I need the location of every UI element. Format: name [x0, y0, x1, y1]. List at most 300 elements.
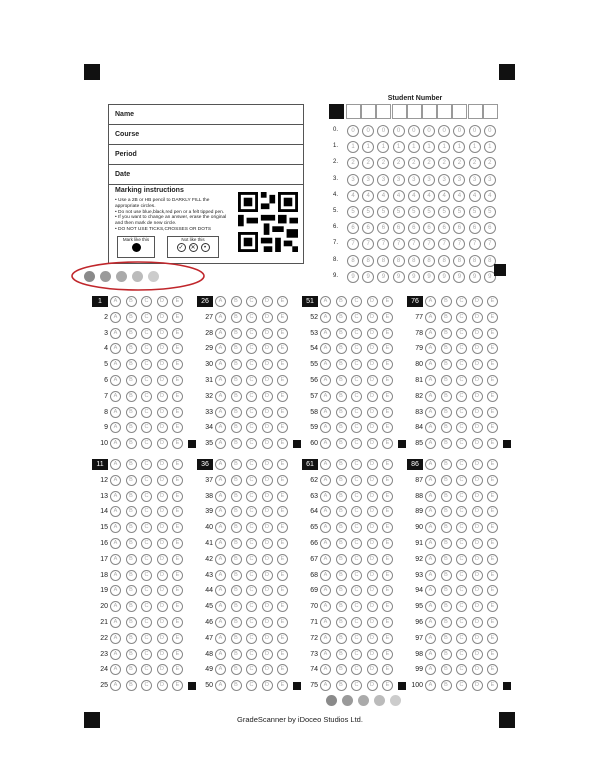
answer-bubble[interactable]: B	[441, 570, 452, 581]
answer-bubble[interactable]: C	[456, 296, 467, 307]
answer-bubble[interactable]: B	[126, 633, 137, 644]
answer-bubble[interactable]: E	[172, 506, 183, 517]
answer-bubble[interactable]: B	[126, 343, 137, 354]
answer-bubble[interactable]: B	[336, 585, 347, 596]
answer-bubble[interactable]: E	[172, 664, 183, 675]
answer-bubble[interactable]: C	[246, 633, 257, 644]
answer-bubble[interactable]: A	[215, 522, 226, 533]
answer-bubble[interactable]: A	[320, 680, 331, 691]
answer-bubble[interactable]: B	[336, 633, 347, 644]
answer-bubble[interactable]: B	[441, 506, 452, 517]
answer-bubble[interactable]: C	[246, 296, 257, 307]
answer-bubble[interactable]: A	[110, 422, 121, 433]
answer-bubble[interactable]: B	[126, 554, 137, 565]
answer-bubble[interactable]: A	[425, 407, 436, 418]
student-number-bubble[interactable]: 1	[393, 141, 405, 153]
answer-bubble[interactable]: C	[351, 506, 362, 517]
student-number-bubble[interactable]: 1	[347, 141, 359, 153]
answer-bubble[interactable]: C	[246, 328, 257, 339]
answer-bubble[interactable]: C	[351, 538, 362, 549]
answer-bubble[interactable]: E	[487, 422, 498, 433]
answer-bubble[interactable]: D	[262, 522, 273, 533]
answer-bubble[interactable]: C	[351, 491, 362, 502]
answer-bubble[interactable]: C	[456, 491, 467, 502]
answer-bubble[interactable]: A	[320, 554, 331, 565]
answer-bubble[interactable]: B	[336, 491, 347, 502]
answer-bubble[interactable]: E	[277, 506, 288, 517]
answer-bubble[interactable]: E	[487, 680, 498, 691]
answer-bubble[interactable]: B	[441, 491, 452, 502]
answer-bubble[interactable]: E	[172, 554, 183, 565]
answer-bubble[interactable]: C	[351, 664, 362, 675]
answer-bubble[interactable]: C	[456, 664, 467, 675]
answer-bubble[interactable]: E	[277, 570, 288, 581]
answer-bubble[interactable]: E	[382, 375, 393, 386]
answer-bubble[interactable]: D	[157, 617, 168, 628]
answer-bubble[interactable]: D	[262, 475, 273, 486]
answer-bubble[interactable]: D	[157, 459, 168, 470]
student-number-bubble[interactable]: 6	[453, 222, 465, 234]
student-number-bubble[interactable]: 3	[408, 174, 420, 186]
student-number-bubble[interactable]: 3	[347, 174, 359, 186]
answer-bubble[interactable]: B	[231, 359, 242, 370]
answer-bubble[interactable]: A	[425, 680, 436, 691]
student-number-digit-box[interactable]	[437, 104, 452, 119]
answer-bubble[interactable]: D	[472, 617, 483, 628]
answer-bubble[interactable]: A	[320, 422, 331, 433]
answer-bubble[interactable]: D	[157, 649, 168, 660]
answer-bubble[interactable]: E	[382, 664, 393, 675]
period-field[interactable]: Period	[109, 145, 303, 165]
answer-bubble[interactable]: E	[277, 585, 288, 596]
answer-bubble[interactable]: D	[157, 375, 168, 386]
answer-bubble[interactable]: B	[231, 459, 242, 470]
answer-bubble[interactable]: E	[487, 359, 498, 370]
answer-bubble[interactable]: D	[367, 617, 378, 628]
answer-bubble[interactable]: C	[351, 375, 362, 386]
answer-bubble[interactable]: C	[456, 407, 467, 418]
answer-bubble[interactable]: A	[425, 649, 436, 660]
student-number-bubble[interactable]: 0	[453, 125, 465, 137]
answer-bubble[interactable]: D	[472, 491, 483, 502]
answer-bubble[interactable]: B	[126, 312, 137, 323]
answer-bubble[interactable]: A	[110, 391, 121, 402]
answer-bubble[interactable]: D	[367, 459, 378, 470]
answer-bubble[interactable]: C	[246, 570, 257, 581]
student-number-bubble[interactable]: 3	[423, 174, 435, 186]
answer-bubble[interactable]: C	[141, 312, 152, 323]
answer-bubble[interactable]: C	[141, 649, 152, 660]
answer-bubble[interactable]: E	[172, 522, 183, 533]
student-number-bubble[interactable]: 9	[408, 271, 420, 283]
answer-bubble[interactable]: B	[126, 375, 137, 386]
answer-bubble[interactable]: C	[246, 438, 257, 449]
student-number-bubble[interactable]: 2	[453, 157, 465, 169]
student-number-bubble[interactable]: 4	[377, 190, 389, 202]
answer-bubble[interactable]: C	[351, 585, 362, 596]
answer-bubble[interactable]: D	[472, 680, 483, 691]
answer-bubble[interactable]: E	[487, 491, 498, 502]
answer-bubble[interactable]: B	[126, 680, 137, 691]
student-number-bubble[interactable]: 7	[469, 238, 481, 250]
answer-bubble[interactable]: D	[262, 359, 273, 370]
answer-bubble[interactable]: A	[425, 522, 436, 533]
answer-bubble[interactable]: D	[157, 359, 168, 370]
answer-bubble[interactable]: D	[472, 475, 483, 486]
student-number-bubble[interactable]: 3	[362, 174, 374, 186]
answer-bubble[interactable]: E	[382, 328, 393, 339]
student-number-bubble[interactable]: 6	[347, 222, 359, 234]
answer-bubble[interactable]: C	[246, 459, 257, 470]
answer-bubble[interactable]: D	[262, 459, 273, 470]
student-number-bubble[interactable]: 0	[438, 125, 450, 137]
student-number-bubble[interactable]: 9	[484, 271, 496, 283]
answer-bubble[interactable]: E	[277, 680, 288, 691]
answer-bubble[interactable]: D	[262, 601, 273, 612]
answer-bubble[interactable]: B	[231, 491, 242, 502]
answer-bubble[interactable]: B	[126, 438, 137, 449]
student-number-bubble[interactable]: 3	[438, 174, 450, 186]
answer-bubble[interactable]: C	[141, 664, 152, 675]
student-number-bubble[interactable]: 2	[393, 157, 405, 169]
answer-bubble[interactable]: A	[425, 312, 436, 323]
student-number-bubble[interactable]: 0	[347, 125, 359, 137]
answer-bubble[interactable]: C	[351, 601, 362, 612]
student-number-bubble[interactable]: 2	[362, 157, 374, 169]
answer-bubble[interactable]: D	[367, 475, 378, 486]
course-field[interactable]: Course	[109, 125, 303, 145]
answer-bubble[interactable]: C	[246, 312, 257, 323]
answer-bubble[interactable]: A	[110, 328, 121, 339]
answer-bubble[interactable]: B	[441, 359, 452, 370]
answer-bubble[interactable]: B	[336, 407, 347, 418]
answer-bubble[interactable]: E	[172, 475, 183, 486]
answer-bubble[interactable]: D	[472, 570, 483, 581]
answer-bubble[interactable]: A	[320, 475, 331, 486]
answer-bubble[interactable]: D	[157, 601, 168, 612]
answer-bubble[interactable]: D	[262, 312, 273, 323]
answer-bubble[interactable]: B	[441, 459, 452, 470]
answer-bubble[interactable]: E	[172, 407, 183, 418]
answer-bubble[interactable]: A	[110, 554, 121, 565]
answer-bubble[interactable]: C	[456, 312, 467, 323]
answer-bubble[interactable]: E	[487, 522, 498, 533]
student-number-bubble[interactable]: 9	[469, 271, 481, 283]
answer-bubble[interactable]: D	[472, 391, 483, 402]
answer-bubble[interactable]: D	[367, 359, 378, 370]
answer-bubble[interactable]: E	[277, 407, 288, 418]
answer-bubble[interactable]: A	[110, 601, 121, 612]
answer-bubble[interactable]: A	[320, 438, 331, 449]
answer-bubble[interactable]: C	[141, 375, 152, 386]
student-number-bubble[interactable]: 4	[362, 190, 374, 202]
answer-bubble[interactable]: E	[172, 459, 183, 470]
answer-bubble[interactable]: D	[367, 633, 378, 644]
answer-bubble[interactable]: B	[231, 438, 242, 449]
answer-bubble[interactable]: D	[262, 438, 273, 449]
student-number-bubble[interactable]: 9	[393, 271, 405, 283]
answer-bubble[interactable]: B	[126, 601, 137, 612]
answer-bubble[interactable]: B	[126, 475, 137, 486]
answer-bubble[interactable]: D	[157, 633, 168, 644]
student-number-bubble[interactable]: 2	[408, 157, 420, 169]
answer-bubble[interactable]: B	[441, 554, 452, 565]
answer-bubble[interactable]: E	[382, 359, 393, 370]
answer-bubble[interactable]: B	[231, 407, 242, 418]
answer-bubble[interactable]: B	[336, 617, 347, 628]
answer-bubble[interactable]: D	[367, 538, 378, 549]
student-number-bubble[interactable]: 6	[393, 222, 405, 234]
answer-bubble[interactable]: A	[425, 506, 436, 517]
answer-bubble[interactable]: E	[382, 633, 393, 644]
answer-bubble[interactable]: D	[157, 570, 168, 581]
answer-bubble[interactable]: A	[425, 391, 436, 402]
answer-bubble[interactable]: E	[277, 343, 288, 354]
answer-bubble[interactable]: C	[246, 506, 257, 517]
student-number-bubble[interactable]: 5	[453, 206, 465, 218]
answer-bubble[interactable]: D	[157, 585, 168, 596]
student-number-bubble[interactable]: 2	[438, 157, 450, 169]
student-number-bubble[interactable]: 5	[484, 206, 496, 218]
answer-bubble[interactable]: B	[231, 664, 242, 675]
answer-bubble[interactable]: E	[487, 538, 498, 549]
answer-bubble[interactable]: B	[336, 680, 347, 691]
student-number-bubble[interactable]: 3	[469, 174, 481, 186]
answer-bubble[interactable]: E	[172, 538, 183, 549]
answer-bubble[interactable]: A	[425, 359, 436, 370]
answer-bubble[interactable]: E	[277, 633, 288, 644]
answer-bubble[interactable]: D	[157, 491, 168, 502]
answer-bubble[interactable]: D	[157, 391, 168, 402]
answer-bubble[interactable]: A	[320, 328, 331, 339]
answer-bubble[interactable]: E	[487, 459, 498, 470]
answer-bubble[interactable]: E	[172, 570, 183, 581]
answer-bubble[interactable]: A	[425, 601, 436, 612]
answer-bubble[interactable]: A	[215, 328, 226, 339]
answer-bubble[interactable]: A	[110, 633, 121, 644]
student-number-bubble[interactable]: 8	[469, 255, 481, 267]
student-number-bubble[interactable]: 7	[408, 238, 420, 250]
answer-bubble[interactable]: E	[277, 538, 288, 549]
answer-bubble[interactable]: C	[246, 664, 257, 675]
answer-bubble[interactable]: A	[215, 601, 226, 612]
answer-bubble[interactable]: B	[126, 506, 137, 517]
answer-bubble[interactable]: B	[441, 617, 452, 628]
answer-bubble[interactable]: E	[382, 554, 393, 565]
answer-bubble[interactable]: B	[441, 438, 452, 449]
answer-bubble[interactable]: E	[487, 475, 498, 486]
answer-bubble[interactable]: D	[367, 375, 378, 386]
student-number-bubble[interactable]: 9	[347, 271, 359, 283]
answer-bubble[interactable]: C	[141, 601, 152, 612]
answer-bubble[interactable]: A	[215, 422, 226, 433]
answer-bubble[interactable]: E	[277, 312, 288, 323]
answer-bubble[interactable]: A	[320, 459, 331, 470]
answer-bubble[interactable]: A	[110, 459, 121, 470]
student-number-bubble[interactable]: 2	[377, 157, 389, 169]
answer-bubble[interactable]: C	[141, 538, 152, 549]
answer-bubble[interactable]: E	[382, 312, 393, 323]
answer-bubble[interactable]: B	[126, 570, 137, 581]
answer-bubble[interactable]: B	[231, 422, 242, 433]
student-number-bubble[interactable]: 8	[423, 255, 435, 267]
student-number-bubble[interactable]: 6	[362, 222, 374, 234]
answer-bubble[interactable]: E	[172, 328, 183, 339]
answer-bubble[interactable]: D	[262, 391, 273, 402]
answer-bubble[interactable]: B	[126, 538, 137, 549]
answer-bubble[interactable]: C	[456, 649, 467, 660]
answer-bubble[interactable]: E	[487, 585, 498, 596]
answer-bubble[interactable]: E	[487, 664, 498, 675]
answer-bubble[interactable]: A	[320, 407, 331, 418]
answer-bubble[interactable]: E	[172, 633, 183, 644]
answer-bubble[interactable]: E	[382, 343, 393, 354]
answer-bubble[interactable]: E	[277, 617, 288, 628]
student-number-bubble[interactable]: 7	[347, 238, 359, 250]
answer-bubble[interactable]: E	[487, 312, 498, 323]
answer-bubble[interactable]: A	[215, 459, 226, 470]
answer-bubble[interactable]: E	[277, 475, 288, 486]
answer-bubble[interactable]: A	[320, 633, 331, 644]
answer-bubble[interactable]: D	[472, 538, 483, 549]
student-number-bubble[interactable]: 8	[377, 255, 389, 267]
answer-bubble[interactable]: B	[126, 491, 137, 502]
answer-bubble[interactable]: A	[320, 585, 331, 596]
answer-bubble[interactable]: E	[172, 312, 183, 323]
student-number-bubble[interactable]: 7	[362, 238, 374, 250]
answer-bubble[interactable]: D	[367, 601, 378, 612]
student-number-bubble[interactable]: 5	[408, 206, 420, 218]
answer-bubble[interactable]: D	[262, 554, 273, 565]
answer-bubble[interactable]: D	[262, 375, 273, 386]
student-number-bubble[interactable]: 8	[484, 255, 496, 267]
answer-bubble[interactable]: E	[277, 601, 288, 612]
student-number-bubble[interactable]: 4	[423, 190, 435, 202]
answer-bubble[interactable]: E	[277, 554, 288, 565]
answer-bubble[interactable]: C	[351, 343, 362, 354]
answer-bubble[interactable]: C	[351, 407, 362, 418]
answer-bubble[interactable]: D	[262, 680, 273, 691]
student-number-bubble[interactable]: 0	[484, 125, 496, 137]
answer-bubble[interactable]: D	[367, 491, 378, 502]
answer-bubble[interactable]: B	[231, 538, 242, 549]
answer-bubble[interactable]: A	[110, 585, 121, 596]
answer-bubble[interactable]: D	[262, 343, 273, 354]
answer-bubble[interactable]: D	[157, 312, 168, 323]
answer-bubble[interactable]: A	[320, 491, 331, 502]
answer-bubble[interactable]: B	[441, 538, 452, 549]
answer-bubble[interactable]: C	[141, 633, 152, 644]
answer-bubble[interactable]: C	[141, 391, 152, 402]
answer-bubble[interactable]: B	[441, 328, 452, 339]
answer-bubble[interactable]: D	[367, 680, 378, 691]
answer-bubble[interactable]: D	[472, 506, 483, 517]
answer-bubble[interactable]: A	[110, 506, 121, 517]
answer-bubble[interactable]: A	[110, 491, 121, 502]
student-number-bubble[interactable]: 6	[484, 222, 496, 234]
answer-bubble[interactable]: B	[126, 617, 137, 628]
student-number-digit-box[interactable]	[392, 104, 407, 119]
student-number-bubble[interactable]: 5	[377, 206, 389, 218]
answer-bubble[interactable]: D	[157, 475, 168, 486]
student-number-bubble[interactable]: 4	[347, 190, 359, 202]
answer-bubble[interactable]: B	[441, 343, 452, 354]
answer-bubble[interactable]: A	[425, 422, 436, 433]
answer-bubble[interactable]: D	[472, 522, 483, 533]
answer-bubble[interactable]: A	[320, 649, 331, 660]
answer-bubble[interactable]: C	[246, 585, 257, 596]
answer-bubble[interactable]: D	[472, 585, 483, 596]
answer-bubble[interactable]: A	[425, 538, 436, 549]
answer-bubble[interactable]: B	[231, 296, 242, 307]
answer-bubble[interactable]: C	[246, 422, 257, 433]
answer-bubble[interactable]: D	[472, 554, 483, 565]
answer-bubble[interactable]: A	[215, 475, 226, 486]
answer-bubble[interactable]: A	[215, 617, 226, 628]
answer-bubble[interactable]: B	[231, 506, 242, 517]
answer-bubble[interactable]: B	[441, 391, 452, 402]
answer-bubble[interactable]: D	[262, 664, 273, 675]
answer-bubble[interactable]: A	[215, 585, 226, 596]
student-number-bubble[interactable]: 4	[469, 190, 481, 202]
answer-bubble[interactable]: B	[231, 680, 242, 691]
answer-bubble[interactable]: E	[487, 296, 498, 307]
answer-bubble[interactable]: A	[215, 664, 226, 675]
answer-bubble[interactable]: E	[487, 506, 498, 517]
answer-bubble[interactable]: B	[336, 649, 347, 660]
student-number-digit-box[interactable]	[452, 104, 467, 119]
answer-bubble[interactable]: D	[472, 422, 483, 433]
answer-bubble[interactable]: B	[441, 585, 452, 596]
answer-bubble[interactable]: D	[157, 343, 168, 354]
answer-bubble[interactable]: C	[456, 617, 467, 628]
answer-bubble[interactable]: A	[110, 438, 121, 449]
answer-bubble[interactable]: E	[172, 359, 183, 370]
answer-bubble[interactable]: C	[456, 522, 467, 533]
student-number-bubble[interactable]: 4	[453, 190, 465, 202]
answer-bubble[interactable]: A	[215, 375, 226, 386]
answer-bubble[interactable]: A	[320, 506, 331, 517]
answer-bubble[interactable]: C	[141, 554, 152, 565]
answer-bubble[interactable]: B	[441, 375, 452, 386]
answer-bubble[interactable]: A	[425, 438, 436, 449]
answer-bubble[interactable]: A	[320, 617, 331, 628]
answer-bubble[interactable]: C	[246, 359, 257, 370]
answer-bubble[interactable]: C	[456, 459, 467, 470]
answer-bubble[interactable]: A	[425, 554, 436, 565]
answer-bubble[interactable]: C	[351, 296, 362, 307]
answer-bubble[interactable]: D	[262, 570, 273, 581]
student-number-bubble[interactable]: 5	[438, 206, 450, 218]
answer-bubble[interactable]: A	[110, 522, 121, 533]
answer-bubble[interactable]: C	[246, 680, 257, 691]
answer-bubble[interactable]: B	[336, 296, 347, 307]
answer-bubble[interactable]: C	[141, 617, 152, 628]
student-number-bubble[interactable]: 1	[453, 141, 465, 153]
answer-bubble[interactable]: E	[487, 601, 498, 612]
answer-bubble[interactable]: A	[425, 296, 436, 307]
student-number-bubble[interactable]: 6	[377, 222, 389, 234]
answer-bubble[interactable]: A	[110, 664, 121, 675]
answer-bubble[interactable]: C	[141, 438, 152, 449]
answer-bubble[interactable]: E	[172, 438, 183, 449]
answer-bubble[interactable]: B	[441, 633, 452, 644]
answer-bubble[interactable]: E	[382, 506, 393, 517]
answer-bubble[interactable]: D	[367, 554, 378, 565]
answer-bubble[interactable]: B	[126, 585, 137, 596]
answer-bubble[interactable]: C	[246, 491, 257, 502]
answer-bubble[interactable]: B	[126, 391, 137, 402]
